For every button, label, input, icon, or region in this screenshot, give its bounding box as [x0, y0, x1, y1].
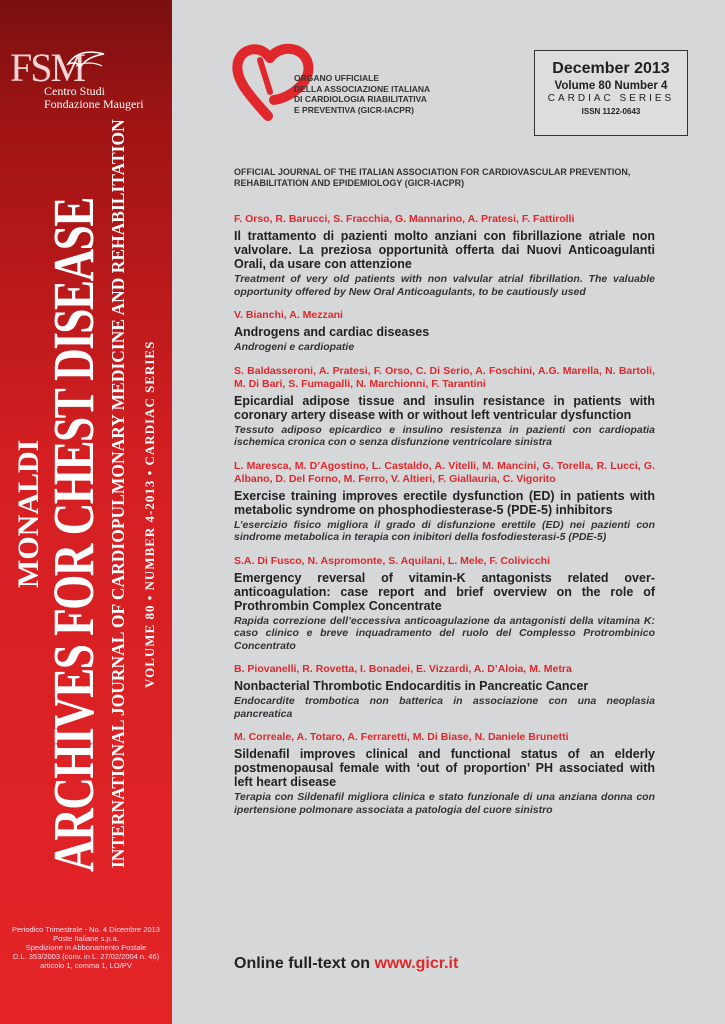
official-line: OFFICIAL JOURNAL OF THE ITALIAN ASSOCIATION FOR CARDIOVASCULAR PREVENTION, [234, 167, 631, 177]
cover-main [172, 0, 725, 1024]
online-label: Online full-text on [234, 955, 370, 972]
article-authors: M. Correale, A. Totaro, A. Ferraretti, M. Di Biase, N. Daniele Brunetti [234, 731, 569, 743]
journal-subtitle: INTERNATIONAL JOURNAL OF CARDIOPULMONARY MEDICINE AND REHABILITATION [108, 119, 128, 868]
issue-info-box [534, 50, 688, 136]
journal-monaldi: MONALDI [12, 439, 45, 588]
article-authors: V. Bianchi, A. Mezzani [234, 309, 343, 321]
gicr-line: DELLA ASSOCIAZIONE ITALIANA [294, 83, 431, 94]
fsm-logo-line2: Fondazione Maugeri [44, 97, 144, 111]
issue-volume: Volume 80 Number 4 [554, 80, 668, 92]
gicr-line: ORGANO UFFICIALE [294, 73, 379, 83]
postal-notice-line: Spedizione in Abbonamento Postale [25, 943, 147, 952]
fsm-logo-line1: Centro Studi [44, 84, 106, 98]
article-entry[interactable] [234, 309, 655, 354]
article-subtitle: L’esercizio fisico migliora il grado di disfunzione erettile (ED) nei pazienti con sindrome metabolica in terapia con inibitori della fosfodiesterasi-5 (PDE-5) [234, 518, 655, 543]
article-title: Emergency reversal of vitamin-K antagonists related over-anticoagulation: case report and brief overview on the role of Prothrombin Complex Concentrate [234, 570, 655, 613]
article-title: Androgens and cardiac diseases [234, 325, 430, 339]
article-title: Exercise training improves erectile dysfunction (ED) in patients with metabolic syndrome on phosphodiesterase-5 (PDE-5) inhibitors [234, 488, 655, 517]
article-entry[interactable] [234, 731, 655, 816]
cover-sidebar [0, 0, 172, 1024]
article-subtitle: Androgeni e cardiopatie [234, 341, 355, 353]
article-title: Sildenafil improves clinical and functional status of an elderly postmenopausal female with ‘out of proportion’ PH associated with left heart disease [234, 747, 655, 789]
volume-line: VOLUME 80 • NUMBER 4-2013 • CARDIAC SERIES [142, 340, 157, 688]
article-subtitle: Treatment of very old patients with non valvular atrial fibrillation. The valuable opportunity offered by New Oral Anticoagulants, to be cautiously used [234, 273, 655, 298]
article-authors: S.A. Di Fusco, N. Aspromonte, S. Aquilani, L. Mele, F. Colivicchi [234, 554, 551, 567]
article-authors: F. Orso, R. Barucci, S. Fracchia, G. Mannarino, A. Pratesi, F. Fattirolli [234, 213, 575, 225]
article-subtitle: Endocardite trombotica non batterica in associazione con una neoplasia pancreatica [234, 695, 655, 720]
article-title: Epicardial adipose tissue and insulin resistance in patients with coronary artery disease with or without left ventricular dysfunction [234, 393, 655, 422]
bird-icon [66, 48, 106, 76]
article-title: Il trattamento di pazienti molto anziani con fibrillazione atriale non valvolare. La preziosa opportunità offerta dai Nuovi Anticoagulanti Orali, da usare con attenzione [234, 229, 655, 271]
fsm-logo [10, 44, 160, 114]
article-entry[interactable] [234, 460, 655, 544]
article-title: Nonbacterial Thrombotic Endocarditis in Pancreatic Cancer [234, 679, 589, 693]
official-line: REHABILITATION AND EPIDEMIOLOGY (GICR-IACPR) [234, 178, 465, 188]
article-subtitle: Rapida correzione dell’eccessiva anticoagulazione da antagonisti della vitamina K: caso clinico e breve inquadramento del ruolo del Complesso Protrombinico Concentrato [234, 614, 655, 652]
issue-date: December 2013 [552, 60, 670, 77]
official-journal-statement [234, 167, 664, 189]
postal-notice-line: Periodico Trimestrale - No. 4 Dicembre 2013 [12, 925, 160, 934]
article-authors: B. Piovanelli, R. Rovetta, I. Bonadei, E. Vizzardi, A. D’Aloia, M. Metra [234, 663, 572, 675]
article-subtitle: Tessuto adiposo epicardico e insulino resistenza in pazienti con cardiopatia ischemica cronica con o senza disfunzione ventricolare sinistra [234, 423, 655, 448]
postal-notice [6, 925, 166, 970]
article-subtitle: Terapia con Sildenafil migliora clinica e stato funzionale di una anziana donna con ipertensione polmonare associata a patologia del cuore sinistro [234, 791, 655, 816]
article-entry[interactable] [234, 663, 655, 720]
postal-notice-line: D.L. 353/2003 (conv. in L. 27/02/2004 n. 46) [12, 952, 160, 961]
gicr-line: DI CARDIOLOGIA RIABILITATIVA [294, 94, 427, 104]
issn: ISSN 1122-0643 [581, 107, 641, 116]
article-entry[interactable] [234, 555, 655, 653]
table-of-contents [234, 213, 655, 827]
online-fulltext [234, 955, 458, 973]
article-entry[interactable] [234, 213, 655, 298]
article-authors: S. Baldasseroni, A. Pratesi, F. Orso, C. Di Serio, A. Foschini, A.G. Marella, N. Bartoli, M. Di Bari, S. Fumagalli, N. Marchionni, F. Tarantini [234, 364, 655, 390]
article-entry[interactable] [234, 365, 655, 449]
journal-name: ARCHIVES FOR CHEST DISEASE [41, 198, 106, 872]
article-authors: L. Maresca, M. D’Agostino, L. Castaldo, A. Vitelli, M. Mancini, G. Torella, R. Lucci, G. Albano, D. Del Forno, M. Ferro, V. Altieri, F. Giallauria, C. Vigorito [234, 459, 655, 485]
gicr-line: E PREVENTIVA (GICR-IACPR) [294, 104, 414, 115]
website-link[interactable]: www.gicr.it [374, 955, 459, 972]
fsm-logo-letters: FSM [10, 45, 85, 90]
issue-series: CARDIAC SERIES [547, 93, 675, 104]
postal-notice-line: Poste Italiane s.p.a. [53, 934, 119, 943]
postal-notice-line: articolo 1, comma 1, LO/PV [40, 961, 132, 970]
gicr-association-text [294, 73, 454, 115]
